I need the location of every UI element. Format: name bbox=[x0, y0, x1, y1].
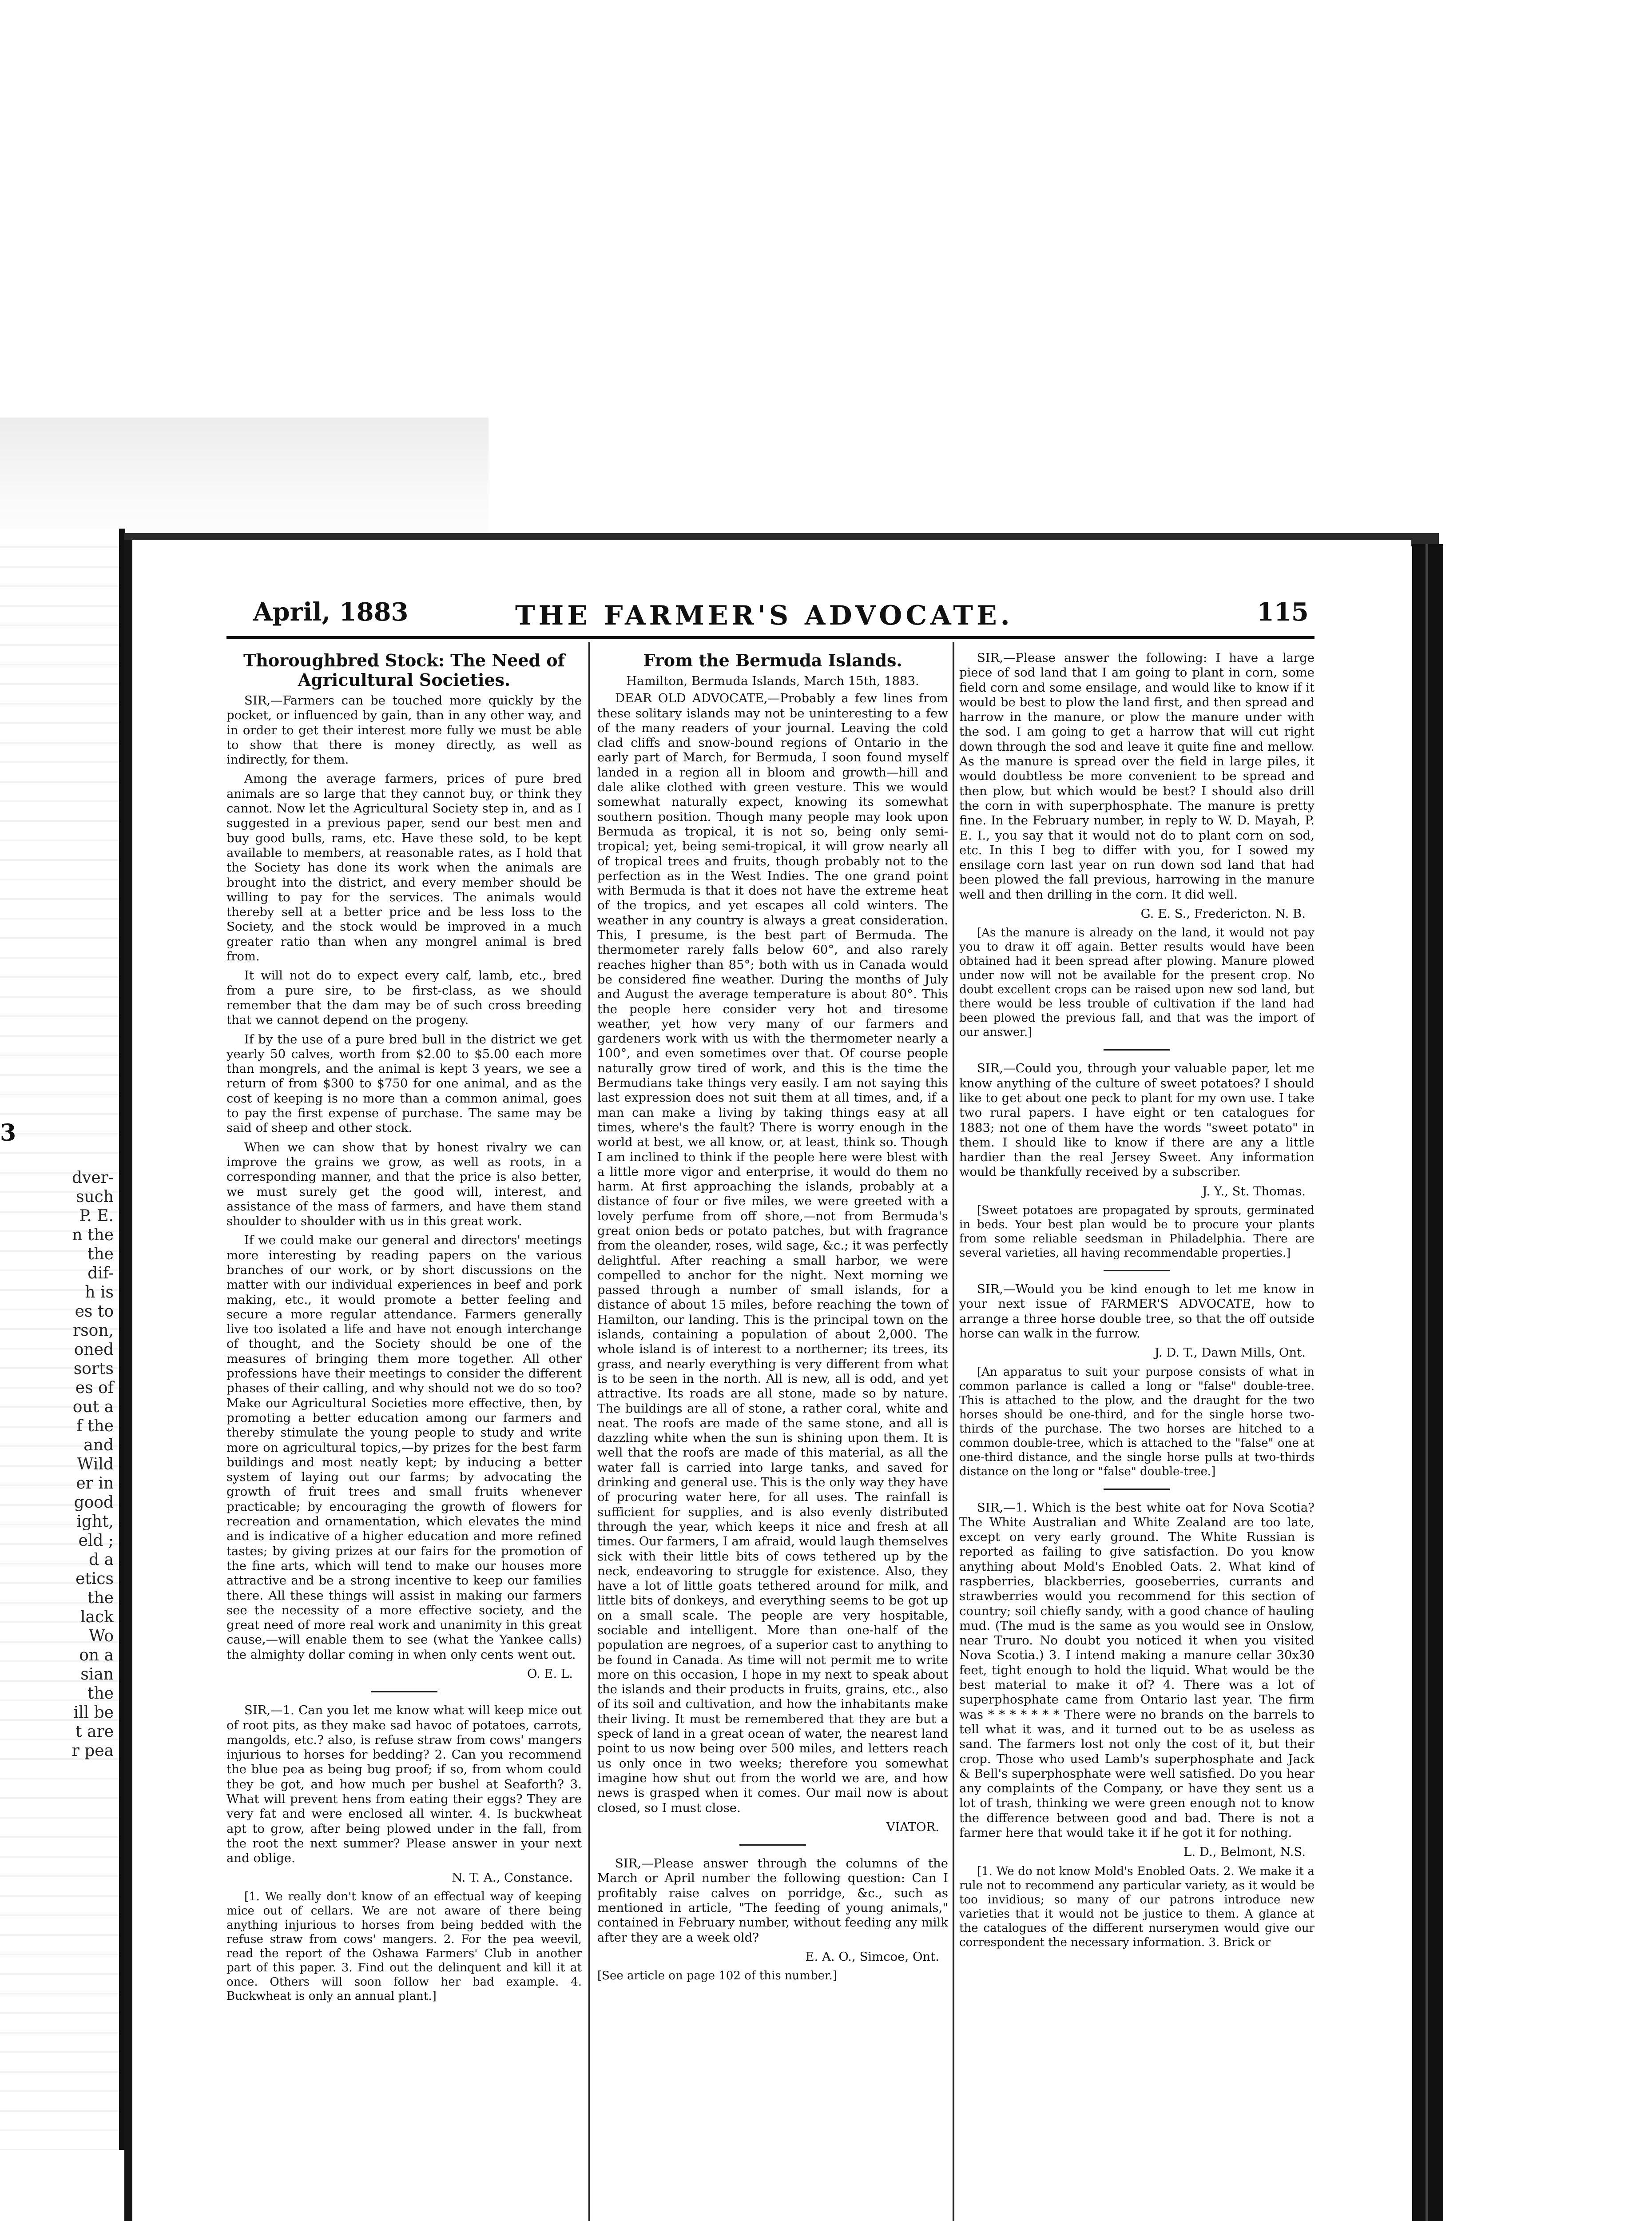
letter: SIR,—1. Can you let me know what will keep mice out of root pits, as they make sad havoc of potatoes, carrots, mangolds, etc.? also, is refuse straw from cows' mangers injurious to horses for bedding? 2. Can you recommend the blue pea as being bug proof; if so, from whom could they be got, and how much per bushel at Seaforth? 3. What will prevent hens from eating their eggs? They are very fat and were enclosed all winter. 4. Is buckwheat apt to grow, after being plowed under in the fall, from the root the next summer? Please answer in your next and oblige. bbox=[226, 1703, 582, 1866]
dateline: Hamilton, Bermuda Islands, March 15th, 1883. bbox=[626, 674, 919, 688]
paragraph: Among the average farmers, prices of pure bred animals are so large that they cannot buy, or think they cannot. Now let the Agricultural Society step in, and as I suggested in a previous paper, send our best men and buy good bulls, rams, etc. Have these sold, to be kept available to members, at reasonable rates, as I hold that the Society has done its work when the animals are brought into the district, and every member should be willing to pay for the services. The animals would thereby sell at a better price and be less loss to the Society, and the stock would be improved in a much greater ratio than when any mongrel animal is bred from. bbox=[226, 772, 582, 964]
previous-page-fragment: Wild bbox=[77, 1455, 114, 1473]
previous-page-fragment: etics bbox=[75, 1570, 114, 1588]
previous-page-fragment: dif- bbox=[87, 1264, 114, 1282]
previous-page-fragment: f the bbox=[76, 1417, 114, 1435]
signature: VIATOR. bbox=[886, 1819, 939, 1834]
previous-page-number: 3 bbox=[0, 1119, 16, 1146]
signature: J. D. T., Dawn Mills, Ont. bbox=[1154, 1345, 1306, 1360]
letter: SIR,—Please answer through the columns of the March or April number the following question: Can I profitably raise calves on porridge, &c., such as mentioned in article, "The feeding of young animals," contained in February number, without feeding any milk after they are a week old? bbox=[597, 1856, 948, 1945]
signature: E. A. O., Simcoe, Ont. bbox=[805, 1949, 939, 1964]
previous-page-fragment: h is bbox=[85, 1283, 114, 1302]
previous-page-fragment: n the bbox=[72, 1226, 114, 1244]
previous-page-fragment: es of bbox=[75, 1379, 114, 1397]
issue-date: April, 1883 bbox=[253, 597, 409, 627]
signature: O. E. L. bbox=[527, 1667, 573, 1681]
letter: SIR,—Would you be kind enough to let me know in your next issue of FARMER'S ADVOCATE, how to arrange a three horse double tree, so that the off outside horse can walk in the furrow. bbox=[959, 1282, 1314, 1341]
editor-answer: [As the manure is already on the land, it would not pay you to draw it off again. Better results would have been obtained had it been spread after plowing. Manure plowed under now will not be available for the present crop. No doubt excellent crops can be raised upon new sod land, but there would be less trouble of cultivation if the land had been plowed the previous fall, and that was the import of our answer.] bbox=[959, 926, 1314, 1039]
previous-page-fragment: es to bbox=[75, 1302, 114, 1321]
column-1 bbox=[226, 651, 582, 2008]
previous-page-fragment: t are bbox=[75, 1723, 114, 1741]
previous-page-fragment: ight, bbox=[76, 1513, 114, 1531]
previous-page-fragment: good bbox=[74, 1493, 114, 1512]
column-2 bbox=[597, 651, 948, 1987]
previous-page-fragment: er in bbox=[76, 1474, 114, 1493]
paragraph: If we could make our general and directors' meetings more interesting by reading papers on the various branches of our work, or by short discussions on the matter with our individual experiences in beef and pork making, etc., it would promote a better feeling and secure a more regular attendance. Farmers generally live too isolated a life and have not enough interchange of thought, and the Society should be one of the measures of bringing them more together. All other professions have their meetings to consider the different phases of their calling, and why should not we do so too? Make our Agricultural Societies more effective, then, by promoting a better education among our farmers and thereby stimulate the young people to study and write more on agricultural topics,—by prizes for the best farm buildings and most neatly kept; by inducing a better system of laying out our farms; by advocating the growth of fruit trees and small fruits whenever practicable; by encouraging the growth of flowers for recreation and ornamentation, which elevates the mind and is indicative of a higher education and more refined tastes; by giving prizes at our fairs for the promotion of the fine arts, which will tend to make our houses more attractive and be a strong incentive to keep our families there. All these things will assist in making our farmers see the necessity of a more effective society, and the great need of more real work and unanimity in this great cause,—will enable them to see (what the Yankee calls) the almighty dollar coming in when only cents went out. bbox=[226, 1233, 582, 1662]
previous-page-fragment: the bbox=[87, 1684, 114, 1703]
previous-page-fragment: the bbox=[87, 1589, 114, 1607]
column-rule-2 bbox=[953, 642, 954, 2221]
editor-answer: [1. We do not know Mold's Enobled Oats. 2. We make it a rule not to recommend any particular variety, as it would be too invidious; so many of our patrons introduce new varieties that it would not be justice to them. A glance at the catalogues of the different nurserymen would give our correspondent the necessary information. 3. Brick or bbox=[959, 1864, 1314, 1949]
previous-page-fragment: ill be bbox=[73, 1704, 114, 1722]
paragraph: SIR,—Farmers can be touched more quickly by the pocket, or influenced by gain, than in any other way, and in order to get their interest more fully we must be able to show that there is money directly, as well as indirectly, for them. bbox=[226, 693, 582, 767]
previous-page-fragment: sian bbox=[80, 1665, 114, 1684]
previous-page-fragment: eld ; bbox=[78, 1532, 114, 1550]
previous-page-fragment: out a bbox=[72, 1398, 114, 1416]
paragraph: It will not do to expect every calf, lamb, etc., bred from a pure sire, to be first-class, as we should remember that the dam may be of such cross breeding that we cannot depend on the progeny. bbox=[226, 968, 582, 1027]
signature: L. D., Belmont, N.S. bbox=[1183, 1845, 1306, 1859]
editor-answer: [An apparatus to suit your purpose consists of what in common parlance is called a long or "false" double-tree. This is attached to the plow, and the draught for the two horses should be one-third, and for the single horse two-thirds of the purchase. The two horses are hitched to a common double-tree, which is attached to the "false" one at one-third distance, and the single horse pulls at two-thirds distance on the long or "false" double-tree.] bbox=[959, 1365, 1314, 1478]
previous-page-fragment: lack bbox=[80, 1608, 114, 1626]
previous-page-fragment: P. E. bbox=[79, 1207, 114, 1225]
separator bbox=[1104, 1049, 1170, 1051]
letter: SIR,—1. Which is the best white oat for Nova Scotia? The White Australian and White Zealand are too late, except on very early ground. The White Russian is reported as failing to give satisfaction. Do you know anything about Mold's Enobled Oats. 2. What kind of raspberries, blackberries, gooseberries, currants and strawberries would you recommend for this section of country; soil chiefly sandy, with a good chance of hauling mud. (The mud is the same as you would see in Onslow, near Truro. No doubt you noticed it when you visited Nova Scotia.) 3. I intend making a manure cellar 30x30 feet, tight enough to hold the liquid. What would be the best material to make it of? 4. There was a lot of superphosphate came from Ontario last year. The firm was * * * * * * * There were no brands on the barrels to tell what it was, and it turned out to be as useless as sand. The farmers lost not only the cost of it, but their crop. Those who used Lamb's superphosphate and Jack & Bell's superphosphate were well satisfied. Do you hear any complaints of the Company, or have they sent us a lot of trash, thinking we were green enough not to know the difference between good and bad. There is not a farmer here that would take it if he got it for nothing. bbox=[959, 1500, 1314, 1840]
previous-page bbox=[0, 529, 125, 2150]
previous-page-fragment: r pea bbox=[71, 1742, 114, 1760]
previous-page-fragment: d a bbox=[89, 1551, 114, 1569]
separator bbox=[739, 1844, 806, 1846]
paragraph: DEAR OLD ADVOCATE,—Probably a few lines from these solitary islands may not be uninteresting to a few of the many readers of your journal. Leaving the cold clad cliffs and snow-bound regions of Ontario in the early part of March, for Bermuda, I soon found myself landed in a region all in bloom and growth—hill and dale alike clothed with green vesture. This we would somewhat naturally expect, knowing its somewhat southern position. Though many people may look upon Bermuda as tropical, it is not so, being only semi-tropical; yet, being semi-tropical, it will grow nearly all of tropical trees and fruits, though probably not to the perfection as in the West Indies. The one grand point with Bermuda is that it does not have the extreme heat of the tropics, and yet escapes all cold winters. The weather in any country is always a great consideration. This, I presume, is the best part of Bermuda. The thermometer rarely falls below 60°, and also rarely reaches higher than 85°; both with us in Canada would be considered fine weather. During the months of July and August the average temperature is about 80°. This the people here consider very hot and tiresome weather, yet how very many of our farmers and gardeners work with us with the thermometer nearly a 100°, and even sometimes over that. Of course people naturally grow tired of work, and this is the time the Bermudians take things very easily. I am not saying this last expression does not suit them at all times, and, if a man can make a living by taking things easy at all times, where's the fault? There is worry enough in the world at best, we all know, or, at least, think so. Though I am inclined to think if the people here were blest with a little more vigor and enterprise, it would do them no harm. At first approaching the islands, probably at a distance of four or five miles, we were greeted with a lovely perfume from off shore,—not from Bermuda's great onion beds or potato patches, but with fragrance from the oleander, roses, wild sage, &c.; it was perfectly delightful. After reaching a small harbor, we were compelled to anchor for the night. Next morning we passed through a number of small islands, for a distance of about 15 miles, before reaching the town of Hamilton, our landing. This is the principal town on the islands, containing a population of about 2,000. The whole island is of interest to a northerner; its trees, its grass, and nearly everything is very different from what is to be seen in the north. All is new, all is odd, and yet attractive. Its roads are all stone, made so by nature. The buildings are all of stone, a rather coral, white and neat. The roofs are made of the same stone, and all is dazzling white when the sun is shining upon them. It is well that the roofs are made of this material, as all the water fall is carried into large tanks, and saved for drinking and general use. This is the only way they have of procuring water here, for all uses. The rainfall is sufficient for supplies, and is also evenly distributed through the year, which keeps it nice and fresh at all times. Our farmers, I am afraid, would laugh themselves sick with their little bits of cows tethered up by the neck, endeavoring to struggle for existence. Also, they have a lot of little goats tethered around for milk, and little bits of donkeys, and everything seems to be got up on a small scale. The people are very hospitable, sociable and intelligent. More than one-half of the population are negroes, of a superior cast to anything to be found in Canada. As time will not permit me to write more on this occasion, I hope in my next to speak about the islands and their products in fruits, grains, etc., also of its soil and cultivation, and how the inhabitants make their living. It must be remembered that they are but a speck of land in a great ocean of water, the nearest land point to us now being over 500 miles, and letters reach us only once in two weeks; therefore you somewhat imagine how shut out from the world we are, and how news is grasped when it comes. Our mail now is about closed, so I must close. bbox=[597, 691, 948, 1815]
previous-page-fragment: and bbox=[83, 1436, 114, 1454]
signature: G. E. S., Fredericton. N. B. bbox=[1140, 907, 1306, 921]
previous-page-fragment: the bbox=[87, 1245, 114, 1263]
previous-page-fragment: Wo bbox=[88, 1627, 114, 1645]
editor-answer: [1. We really don't know of an effectual way of keeping mice out of cellars. We are not aware of there being anything injurious to horses from being bedded with the refuse straw from cows' mangers. 2. For the pea weevil, read the report of the Oshawa Farmers' Club in another part of this paper. 3. Find out the delinquent and kill it at once. Others will soon follow her bad example. 4. Buckwheat is only an annual plant.] bbox=[226, 1890, 582, 2003]
separator bbox=[1104, 1270, 1170, 1271]
paragraph: If by the use of a pure bred bull in the district we get yearly 50 calves, worth from $2.00 to $5.00 each more than mongrels, and the animal is kept 3 years, we see a return of from $300 to $750 for one animal, and as the cost of keeping is no more than a common animal, goes to pay the first expense of purchase. The same may be said of sheep and other stock. bbox=[226, 1032, 582, 1135]
previous-page-fragment: such bbox=[75, 1188, 114, 1206]
page-number: 115 bbox=[1257, 597, 1309, 627]
letter: SIR,—Please answer the following: I have a large piece of sod land that I am going to plant in corn, some field corn and some ensilage, and would like to know if it would be best to plow the land first, and then spread and harrow in the manure, or plow the manure under with the sod. I am going to get a harrow that will cut right down through the sod and leave it quite fine and mellow. As the manure is spread over the field in large piles, it would doubtless be more convenient to be spread and then plow, but which would be best? I should also drill the corn in with superphosphate. The manure is pretty fine. In the February number, in reply to W. D. Mayah, P. E. I., you say that it would not do to plant corn on sod, etc. In this I beg to differ with you, for I sowed my ensilage corn last year on run down sod land that had been plowed the fall previous, harrowing in the manure well and then drilling in the corn. It did well. bbox=[959, 651, 1314, 902]
separator bbox=[371, 1691, 437, 1692]
previous-page-fragment: sorts bbox=[73, 1360, 114, 1378]
article-headline: From the Bermuda Islands. bbox=[643, 650, 902, 670]
previous-page-fragment: on a bbox=[79, 1646, 114, 1664]
paragraph: When we can show that by honest rivalry we can improve the grains we grow, as well as roots, in a corresponding manner, and that the price is also better, we must surely get the good will, interest, and assistance of the mass of farmers, and have them stand shoulder to shoulder with us in this great work. bbox=[226, 1140, 582, 1229]
previous-page-text bbox=[3, 1168, 114, 1760]
editor-answer: [Sweet potatoes are propagated by sprouts, germinated in beds. Your best plan would be to procure your plants from some reliable seedsman in Philadelphia. There are several varieties, all having recommendable properties.] bbox=[959, 1204, 1314, 1260]
book-edge bbox=[1412, 544, 1443, 2221]
previous-page-fragment: dver- bbox=[71, 1169, 114, 1187]
previous-page-fragment: oned bbox=[74, 1341, 114, 1359]
newspaper-title: THE FARMER'S ADVOCATE. bbox=[515, 600, 1013, 631]
separator bbox=[1104, 1489, 1170, 1490]
column-3 bbox=[959, 651, 1314, 1954]
letter: SIR,—Could you, through your valuable paper, let me know anything of the culture of sweet potatoes? I should like to get about one peck to plant for my own use. I take two rural papers. I have eight or ten catalogues for 1883; not one of them have the words "sweet potato" in them. I should like to know if there are any a little hardier than the real Jersey Sweet. Any information would be thankfully received by a subscriber. bbox=[959, 1061, 1314, 1179]
previous-page-fragment: rson, bbox=[73, 1321, 114, 1340]
column-rule-1 bbox=[588, 642, 590, 2221]
signature: N. T. A., Constance. bbox=[452, 1870, 573, 1885]
signature: J. Y., St. Thomas. bbox=[1202, 1184, 1306, 1198]
masthead bbox=[129, 597, 1328, 637]
editor-answer: [See article on page 102 of this number.] bbox=[597, 1969, 838, 1983]
article-headline: Thoroughbred Stock: The Need of Agricultural Societies. bbox=[243, 650, 565, 690]
masthead-rule bbox=[226, 636, 1314, 639]
